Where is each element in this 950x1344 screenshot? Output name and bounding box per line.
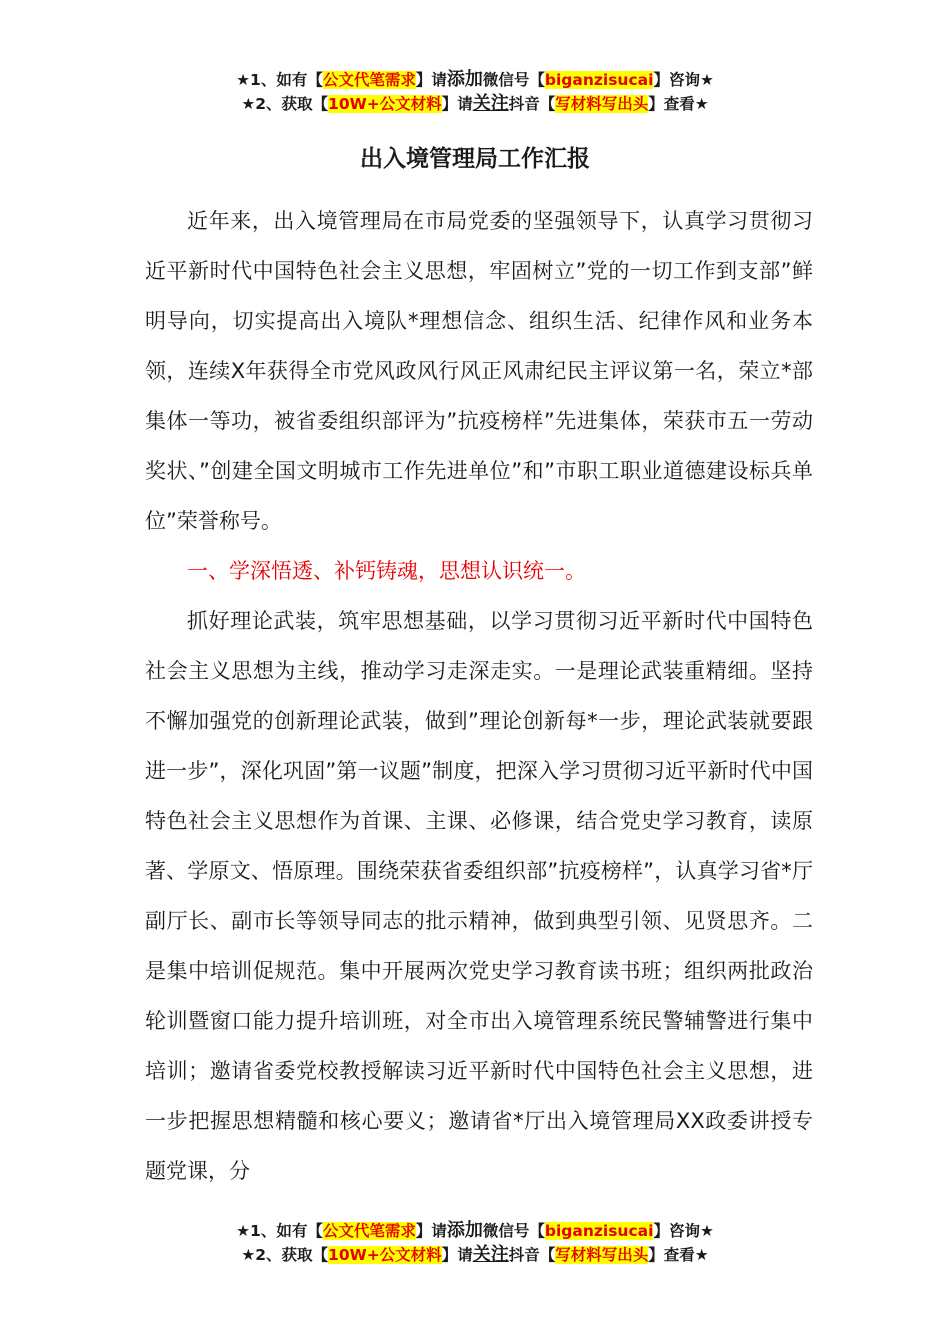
document-title: 出入境管理局工作汇报 <box>360 146 590 172</box>
footer-banner <box>0 1219 950 1267</box>
highlight-wechat-id: biganzisucai <box>544 71 654 89</box>
highlight-materials: 10W+公文材料 <box>328 1246 442 1264</box>
paragraph-section-1: 抓好理论武装，筑牢思想基础，以学习贯彻习近平新时代中国特色社会主义思想为主线，推动学习走深走实。一是理论武装重精细。坚持不懈加强党的创新理论武装，做到”理论创新每*一步，理论武装就要跟进一步”，深化巩固”第一议题”制度，把深入学习贯彻习近平新时代中国特色社会主义思想作为首课、主课、必修课，结合党史学习教育，读原著、学原文、悟原理。围绕荣获省委组织部”抗疫榜样”，认真学习省*厅副厅长、副市长等领导同志的批示精神，做到典型引领、见贤思齐。二是集中培训促规范。集中开展两次党史学习教育读书班；组织两批政治轮训暨窗口能力提升培训班，对全市出入境管理系统民警辅警进行集中培训；邀请省委党校教授解读习近平新时代中国特色社会主义思想，进一步把握思想精髓和核心要义；邀请省*厅出入境管理局XX政委讲授专题党课，分 <box>145 609 813 1183</box>
section-heading-1: 一、学深悟透、补钙铸魂，思想认识统一。 <box>187 559 586 583</box>
highlight-douyin-account: 写材料写出头 <box>555 95 649 113</box>
highlight-douyin-account: 写材料写出头 <box>555 1246 649 1264</box>
footer-banner-line-2: ★2、获取【10W+公文材料】请关注抖音【写材料写出头】查看★ <box>241 1244 709 1265</box>
paragraph-intro: 近年来，出入境管理局在市局党委的坚强领导下，认真学习贯彻习近平新时代中国特色社会主义思想，牢固树立”党的一切工作到支部”鲜明导向，切实提高出入境队*理想信念、组织生活、纪律作风和业务本领，连续X年获得全市党风政风行风正风肃纪民主评议第一名，荣立*部集体一等功，被省委组织部评为”抗疫榜样”先进集体，荣获市五一劳动奖状、”创建全国文明城市工作先进单位”和”市职工职业道德建设标兵单位”荣誉称号。 <box>145 209 813 533</box>
highlight-service: 公文代笔需求 <box>322 1222 416 1240</box>
header-banner-line-1: ★1、如有【公文代笔需求】请添加微信号【biganzisucai】咨询★ <box>236 69 714 90</box>
highlight-wechat-id: biganzisucai <box>544 1222 654 1240</box>
highlight-service: 公文代笔需求 <box>322 71 416 89</box>
highlight-materials: 10W+公文材料 <box>328 95 442 113</box>
header-banner <box>0 68 950 116</box>
header-banner-line-2: ★2、获取【10W+公文材料】请关注抖音【写材料写出头】查看★ <box>241 93 709 114</box>
document-body <box>145 196 813 1196</box>
footer-banner-line-1: ★1、如有【公文代笔需求】请添加微信号【biganzisucai】咨询★ <box>236 1220 714 1241</box>
